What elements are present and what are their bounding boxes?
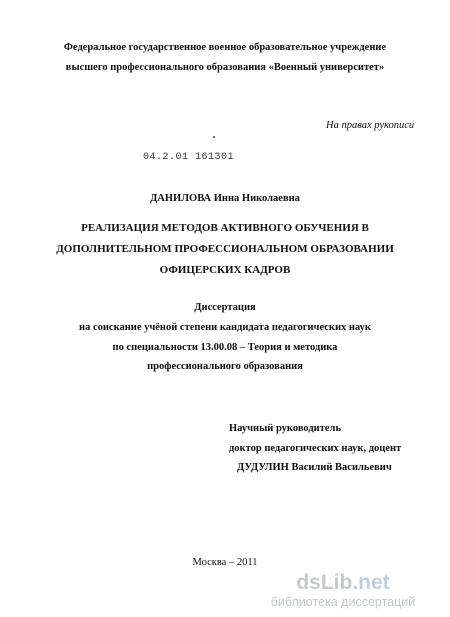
manuscript-note: На правах рукописи <box>326 120 415 131</box>
supervisor-degree: доктор педагогических наук, доцент <box>229 443 402 454</box>
degree-line-2: по специальности 13.00.08 – Теория и методика <box>112 342 338 353</box>
dissertation-title-line-3: ОФИЦЕРСКИХ КАДРОВ <box>159 264 291 276</box>
catalog-number: 04.2.01 161301 <box>143 152 235 163</box>
supervisor-label: Научный руководитель <box>229 423 341 434</box>
city-year: Москва – 2011 <box>192 557 258 568</box>
dslib-watermark <box>248 571 438 611</box>
degree-line-3: профессионального образования <box>147 361 303 372</box>
supervisor-name: ДУДУЛИН Василий Васильевич <box>237 462 392 473</box>
dissertation-title-line-1: РЕАЛИЗАЦИЯ МЕТОДОВ АКТИВНОГО ОБУЧЕНИЯ В <box>81 222 369 234</box>
dissertation-title-line-2: ДОПОЛНИТЕЛЬНОМ ПРОФЕССИОНАЛЬНОМ ОБРАЗОВАНИИ <box>56 243 394 255</box>
scan-speck <box>213 136 215 138</box>
institution-line-1: Федеральное государственное военное образовательное учреждение <box>63 42 387 53</box>
institution-line-2: высшего профессионального образования «Военный университет» <box>65 62 385 73</box>
watermark-logo: dsLib.net <box>296 571 390 594</box>
document-type: Диссертация <box>194 302 256 313</box>
watermark-subtitle: библиотека диссертаций <box>270 595 416 609</box>
degree-line-1: на соискание учёной степени кандидата педагогических наук <box>79 322 371 333</box>
author-name: ДАНИЛОВА Инна Николаевна <box>150 193 300 204</box>
